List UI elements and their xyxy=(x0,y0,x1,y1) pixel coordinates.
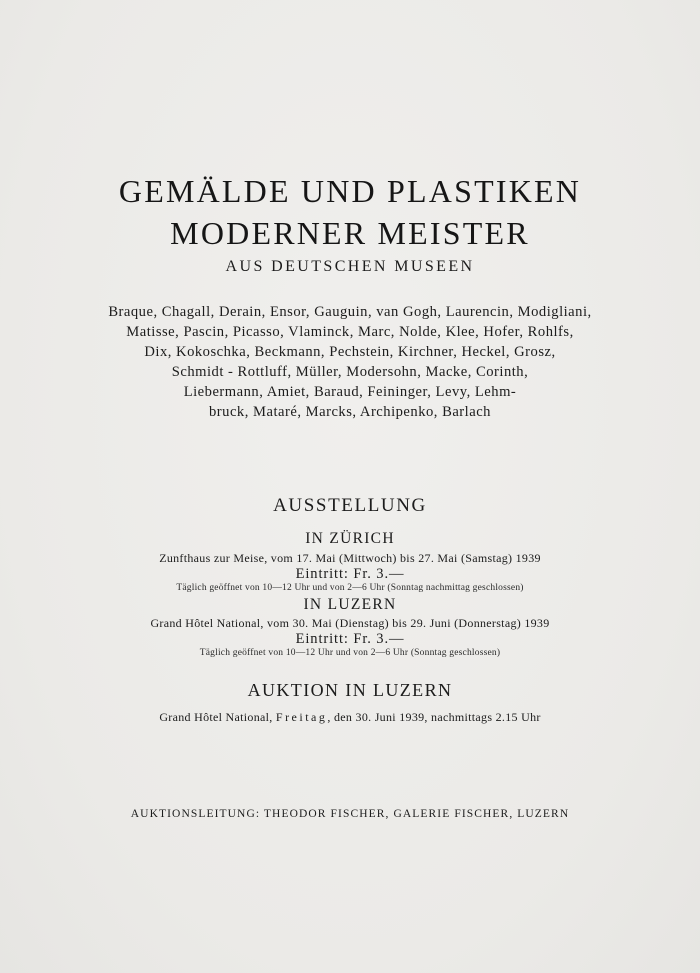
auction-detail xyxy=(0,710,700,725)
auction-heading: AUKTION IN LUZERN xyxy=(247,680,453,700)
luzern-venue: Grand Hôtel National, vom 30. Mai (Dienstag) bis 29. Juni (Donnerstag) 1939 xyxy=(150,616,550,630)
luzern-opening-hours: Täglich geöffnet von 10—12 Uhr und von 2—6 Uhr (Sonntag geschlossen) xyxy=(199,648,501,658)
auction-date-time: , den 30. Juni 1939, nachmittags 2.15 Uhr xyxy=(327,710,541,724)
luzern-heading: IN LUZERN xyxy=(303,596,397,613)
zurich-heading: IN ZÜRICH xyxy=(305,530,395,547)
artist-list-line: Schmidt - Rottluff, Müller, Modersohn, Macke, Corinth, xyxy=(171,364,529,380)
artist-list-line: Matisse, Pascin, Picasso, Vlaminck, Marc, Nolde, Klee, Hofer, Rohlfs, xyxy=(126,324,574,340)
zurich-admission: Eintritt: Fr. 3.— xyxy=(295,566,405,582)
artist-list-line: bruck, Mataré, Marcks, Archipenko, Barlach xyxy=(209,404,491,420)
artist-list-line: Liebermann, Amiet, Baraud, Feininger, Levy, Lehm- xyxy=(183,384,517,400)
luzern-admission: Eintritt: Fr. 3.— xyxy=(295,631,405,647)
main-title-line-1: GEMÄLDE UND PLASTIKEN xyxy=(118,173,582,209)
auction-day: Freitag xyxy=(275,710,328,724)
exhibition-heading: AUSSTELLUNG xyxy=(273,495,427,516)
main-title-line-2: MODERNER MEISTER xyxy=(170,215,530,251)
artist-list-line: Braque, Chagall, Derain, Ensor, Gauguin, van Gogh, Laurencin, Modigliani, xyxy=(108,304,592,320)
subtitle: AUS DEUTSCHEN MUSEEN xyxy=(225,258,475,275)
auction-venue: Grand Hôtel National, xyxy=(159,710,276,724)
artist-list-line: Dix, Kokoschka, Beckmann, Pechstein, Kirchner, Heckel, Grosz, xyxy=(144,344,556,360)
auction-management-footer: AUKTIONSLEITUNG: THEODOR FISCHER, GALERIE FISCHER, LUZERN xyxy=(130,808,570,820)
zurich-opening-hours: Täglich geöffnet von 10—12 Uhr und von 2—6 Uhr (Sonntag nachmittag geschlossen) xyxy=(176,583,524,593)
zurich-venue: Zunfthaus zur Meise, vom 17. Mai (Mittwoch) bis 27. Mai (Samstag) 1939 xyxy=(159,551,541,565)
